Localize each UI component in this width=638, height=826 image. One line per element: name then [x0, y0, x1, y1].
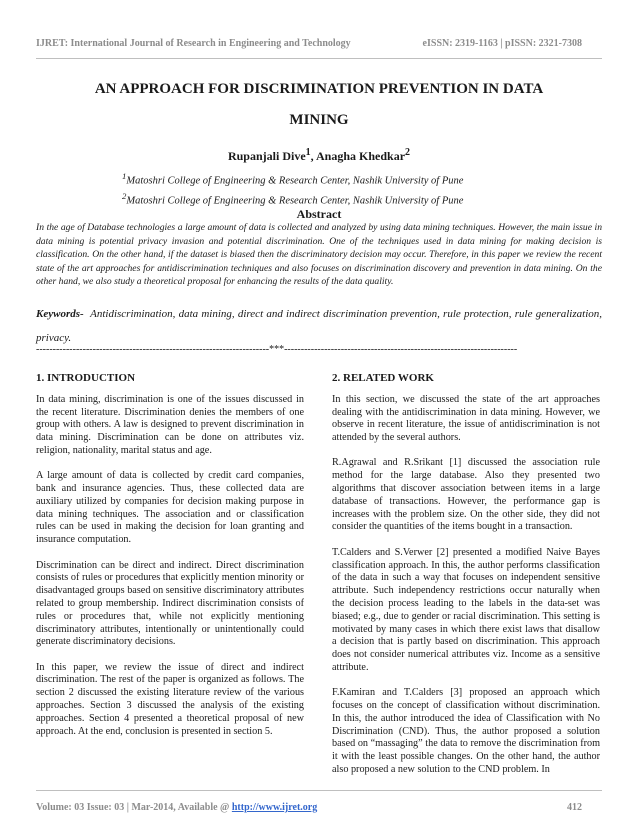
related-paragraph: In this section, we discussed the state of the art approaches dealing with the antidiscrimination in data mining. However, we observe in recent literature, the issue of antidiscrimination is not attended by the several authors.: [332, 393, 600, 444]
intro-paragraph: Discrimination can be direct and indirect. Direct discrimination consists of rules or procedures that explicitly mention minority or disadvantaged groups based on sensitive discriminatory attributes related to group membership. Indirect discrimination consists of rules or procedures that, while not explicitly mentioning discriminatory attributes, intentionally or unintentionally could generate discriminatory decisions.: [36, 559, 304, 648]
introduction-heading: 1. INTRODUCTION: [36, 372, 136, 384]
abstract-heading: Abstract: [296, 207, 342, 221]
page-header: [36, 38, 602, 49]
keywords: [36, 302, 602, 350]
paper-title: [36, 74, 602, 136]
abstract-text: In the age of Database technologies a large amount of data is collected and analyzed by using data mining techniques. However, the main issue in data mining is potential privacy invasion and potential discrimination. One of the techniques used in data mining for making decision is classification. On the other hand, if the dataset is biased then the discriminatory decision may occur. Therefore, in this paper we review the recent state of the art approaches for antidiscrimination techniques and also focuses on discrimination discovery and prevention in data mining. On the other hand, we also study a theoretical proposal for enhancing the results of the data quality.: [36, 222, 602, 288]
page-number: 412: [567, 802, 582, 813]
right-column: [332, 372, 600, 789]
author-list: Rupanjali Dive$^1$, Anagha Khedkar$^2$: [227, 147, 411, 163]
author-2: Anagha Khedkar: [316, 149, 406, 163]
related-work-heading: 2. RELATED WORK: [332, 372, 434, 384]
keywords-text: Antidiscrimination, data mining, direct and indirect discrimination prevention, rule protection, rule generalization, privacy.: [36, 308, 603, 344]
author-2-sup: 2: [405, 147, 411, 158]
author-1-sup: 1: [305, 147, 311, 158]
related-paragraph: R.Agrawal and R.Srikant [1] discussed the association rule method for the large database. Also they presented two algorithms that discover association between items in a large database of transactions. However, the performance gap is increases with the problem size. On the other side, they did not consider the quantities of the items bought in a transaction.: [332, 457, 600, 533]
intro-paragraph: In data mining, discrimination is one of the issues discussed in the recent literature. Discrimination denies the members of one group with others. A law is designed to prevent discrimination in data mining. Discrimination can be done on attributes viz. religion, nationality, marital status and age.: [36, 393, 304, 456]
section-separator: ----------------------------------------------------------------------***----------------------------------------------------------------------: [36, 344, 518, 355]
author-1: Rupanjali Dive: [227, 149, 306, 163]
journal-name: IJRET: International Journal of Research in Engineering and Technology: [36, 38, 351, 49]
volume-info: Volume: 03 Issue: 03 | Mar-2014, Available @: [36, 802, 232, 813]
footer-rule: [36, 790, 602, 791]
issn-info: eISSN: 2319-1163 | pISSN: 2321-7308: [422, 38, 582, 49]
related-paragraph: F.Kamiran and T.Calders [3] proposed an approach which focuses on the concept of classification without discrimination. In this, the author introduced the idea of Classification with No Discrimination (CND). Thus, the author proposed a solution based on “massaging” the data to remove the discrimination from it with the least possible changes. On the other hand, the author also proposed a new solution to the CND problem. In: [332, 687, 600, 776]
page-footer: [36, 802, 602, 813]
journal-link[interactable]: http://www.ijret.org: [231, 802, 318, 813]
left-column: [36, 372, 304, 751]
intro-paragraph: In this paper, we review the issue of direct and indirect discrimination. The rest of the paper is organized as follows. The section 2 discussed the existing literature review of the various approaches. Section 3 discussed the analysis of the existing approaches. Section 4 presented a theoretical proposal of new approach. At the end, conclusion is presented in section 5.: [36, 661, 304, 737]
title-line-2: MINING: [289, 112, 349, 128]
affiliation-2: $^2$Matoshri College of Engineering & Research Center, Nashik University of Pune: [122, 190, 464, 206]
affiliation-1: $^1$Matoshri College of Engineering & Research Center, Nashik University of Pune: [122, 171, 464, 187]
intro-paragraph: A large amount of data is collected by credit card companies, bank and insurance agencies. Thus, these collected data are auxiliary utilized by companies for decision making purpose in data mining techniques. The association and or classification rules can be used in making the decision for loan granting and insurance computation.: [36, 470, 304, 546]
affiliations: [122, 169, 542, 208]
header-rule: [36, 58, 602, 59]
related-paragraph: T.Calders and S.Verwer [2] presented a modified Naive Bayes classification approach. In this, the author performs classification of the data in such a way that focuses on independent sensitive attribute. Such independency restrictions occur naturally when the decision process leading to the labels in the data-set was biased; e.g., due to gender or racial discrimination. This setting is motivated by many cases in which there exist laws that disallow a decision that is partly based on discrimination. This approach does not consider numerical attributes viz. Income as a sensitive attribute.: [332, 546, 600, 673]
keywords-label: Keywords-: [36, 308, 84, 320]
title-line-1: AN APPROACH FOR DISCRIMINATION PREVENTION IN DATA: [94, 81, 544, 97]
